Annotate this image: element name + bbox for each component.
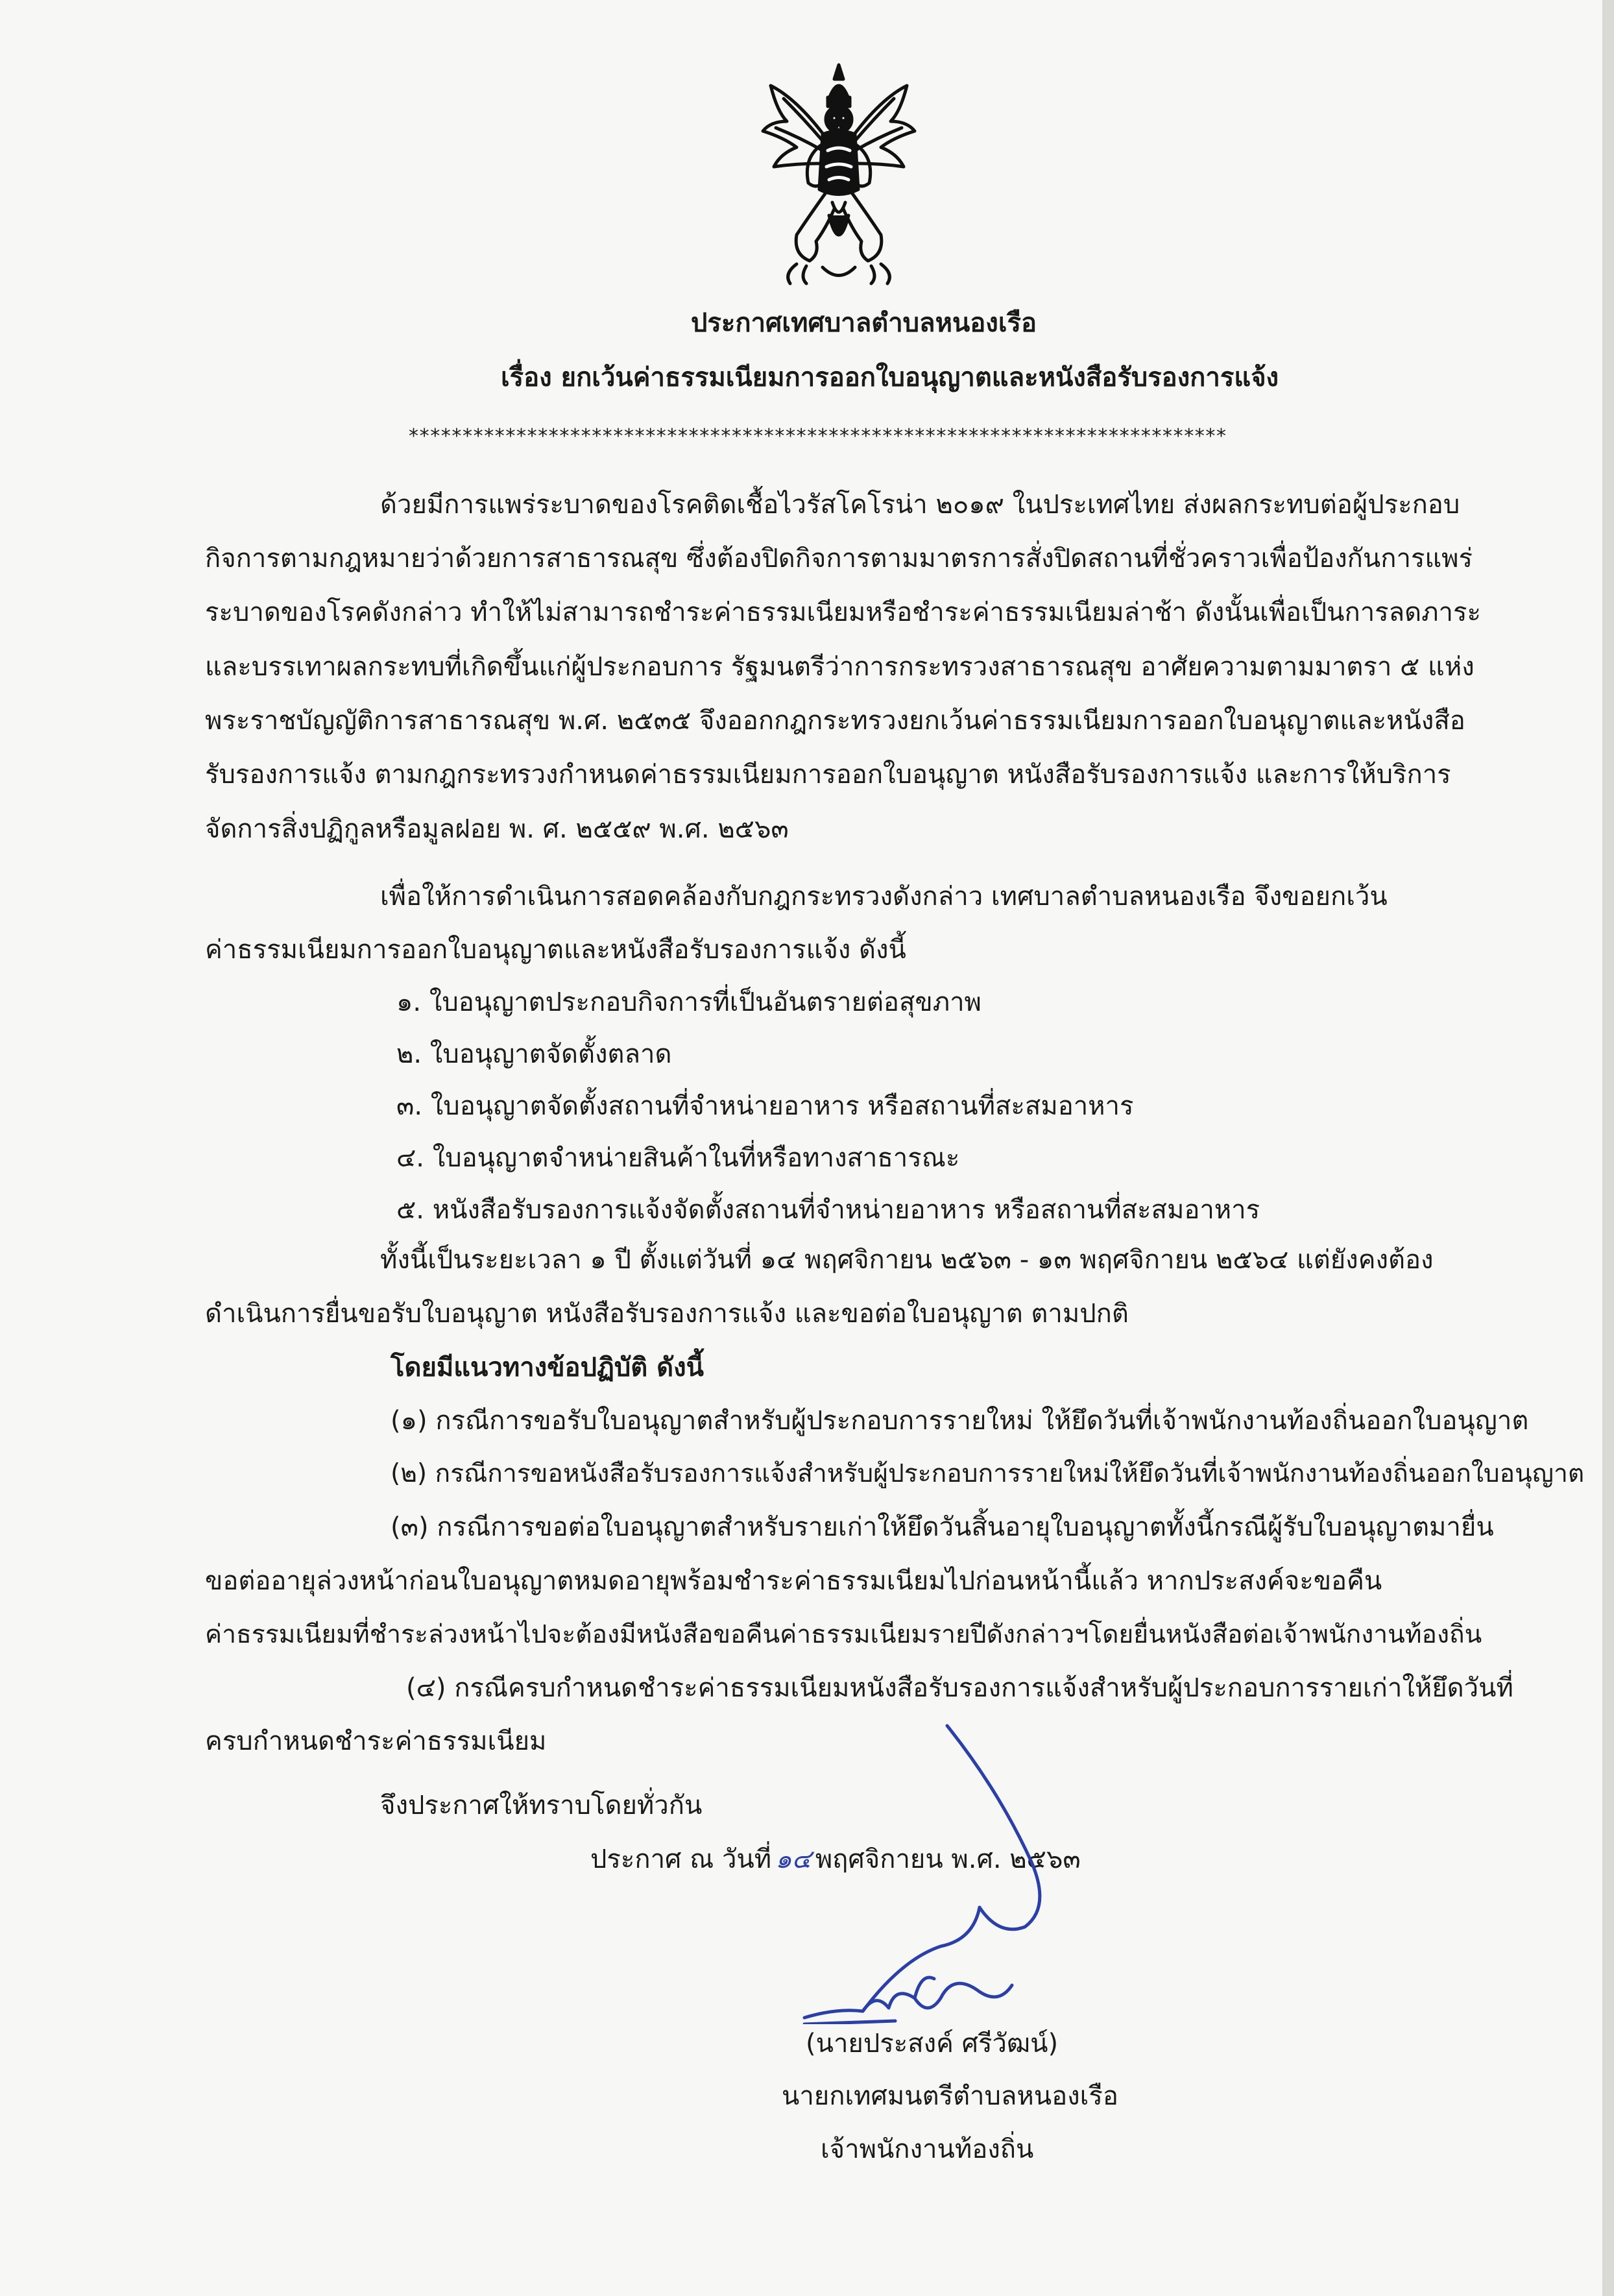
separator-stars: **************************************************************************** — [409, 425, 1227, 448]
para1-line-1: ด้วยมีการแพร่ระบาดของโรคติดเชื้อไวรัสโคโรน่า ๒๐๑๙ ในประเทศไทย ส่งผลกระทบต่อผู้ประกอบ — [380, 490, 1460, 520]
para2-line-1: เพื่อให้การดำเนินการสอดคล้องกับกฎกระทรวงดังกล่าว เทศบาลตำบลหนองเรือ จึงขอยกเว้น — [380, 882, 1388, 912]
handwritten-signature-icon — [765, 1713, 1103, 2024]
garuda-emblem-icon — [758, 60, 920, 287]
subject-title: เรื่อง ยกเว้นค่าธรรมเนียมการออกใบอนุญาตและหนังสือรับรองการแจ้ง — [501, 363, 1279, 393]
period-line-1: ทั้งนี้เป็นระยะเวลา ๑ ปี ตั้งแต่วันที่ ๑๔ พฤศจิกายน ๒๕๖๓ - ๑๓ พฤศจิกายน ๒๕๖๔ แต่ยังคงต้อง — [380, 1245, 1434, 1275]
para1-line-3: ระบาดของโรคดังกล่าว ทำให้ไม่สามารถชำระค่าธรรมเนียมหรือชำระค่าธรรมเนียมล่าช้า ดังนั้นเพื่อเป็นการลดภาระ — [205, 598, 1481, 627]
list-item: ๑. ใบอนุญาตประกอบกิจการที่เป็นอันตรายต่อสุขภาพ — [396, 987, 982, 1017]
scan-edge — [1602, 0, 1614, 2296]
list-item: ๒. ใบอนุญาตจัดตั้งตลาด — [396, 1039, 672, 1069]
para1-line-5: พระราชบัญญัติการสาธารณสุข พ.ศ. ๒๕๓๕ จึงออกกฎกระทรวงยกเว้นค่าธรรมเนียมการออกใบอนุญาตและหนังสือ — [205, 706, 1465, 736]
signer-position: นายกเทศมนตรีตำบลหนองเรือ — [782, 2081, 1118, 2111]
date-prefix: ประกาศ ณ วันที่ — [590, 1844, 772, 1874]
date-suffix: พฤศจิกายน พ.ศ. ๒๕๖๓ — [815, 1844, 1081, 1874]
para1-line-7: จัดการสิ่งปฏิกูลหรือมูลฝอย พ. ศ. ๒๕๕๙ พ.ศ. ๒๕๖๓ — [205, 814, 789, 844]
list-item: ๔. ใบอนุญาตจำหน่ายสินค้าในที่หรือทางสาธารณะ — [396, 1143, 960, 1173]
guideline-1: (๑) กรณีการขอรับใบอนุญาตสำหรับผู้ประกอบการรายใหม่ ให้ยึดวันที่เจ้าพนักงานท้องถิ่นออกใบอนุญาต — [391, 1406, 1529, 1436]
guideline-4-line-2: ครบกำหนดชำระค่าธรรมเนียม — [205, 1726, 547, 1756]
list-item: ๕. หนังสือรับรองการแจ้งจัดตั้งสถานที่จำหน่ายอาหาร หรือสถานที่สะสมอาหาร — [396, 1195, 1260, 1225]
guideline-heading: โดยมีแนวทางข้อปฏิบัติ ดังนี้ — [391, 1353, 704, 1383]
para1-line-4: และบรรเทาผลกระทบที่เกิดขึ้นแก่ผู้ประกอบการ รัฐมนตรีว่าการกระทรวงสาธารณสุข อาศัยความตามมาตรา ๕ แห่ง — [205, 652, 1475, 682]
issuer-title: ประกาศเทศบาลตำบลหนองเรือ — [691, 308, 1037, 338]
list-item: ๓. ใบอนุญาตจัดตั้งสถานที่จำหน่ายอาหาร หรือสถานที่สะสมอาหาร — [396, 1091, 1134, 1121]
signer-name: (นายประสงค์ ศรีวัฒน์) — [806, 2029, 1059, 2059]
para2-line-2: ค่าธรรมเนียมการออกใบอนุญาตและหนังสือรับรองการแจ้ง ดังนี้ — [205, 935, 906, 965]
para1-line-6: รับรองการแจ้ง ตามกฎกระทรวงกำหนดค่าธรรมเนียมการออกใบอนุญาต หนังสือรับรองการแจ้ง และการให้บริการ — [205, 760, 1451, 790]
para1-line-2: กิจการตามกฎหมายว่าด้วยการสาธารณสุข ซึ่งต้องปิดกิจการตามมาตรการสั่งปิดสถานที่ชั่วคราวเพื่อป้องกันการแพร่ — [205, 544, 1473, 574]
guideline-4-line-1: (๔) กรณีครบกำหนดชำระค่าธรรมเนียมหนังสือรับรองการแจ้งสำหรับผู้ประกอบการรายเก่าให้ยึดวันที่ — [406, 1673, 1513, 1703]
guideline-3-line-1: (๓) กรณีการขอต่อใบอนุญาตสำหรับรายเก่าให้ยึดวันสิ้นอายุใบอนุญาตทั้งนี้กรณีผู้รับใบอนุญาตมายื่น — [391, 1512, 1494, 1542]
guideline-3-line-3: ค่าธรรมเนียมที่ชำระล่วงหน้าไปจะต้องมีหนังสือขอคืนค่าธรรมเนียมรายปีดังกล่าวฯโดยยื่นหนังสือต่อเจ้าพนักงานท้องถิ่น — [205, 1620, 1482, 1649]
signer-role: เจ้าพนักงานท้องถิ่น — [821, 2134, 1034, 2164]
date-day: ๑๔ — [775, 1844, 812, 1874]
guideline-2: (๒) กรณีการขอหนังสือรับรองการแจ้งสำหรับผู้ประกอบการรายใหม่ให้ยึดวันที่เจ้าพนักงานท้องถิ่นออกใบอนุญาต — [391, 1459, 1585, 1488]
closing-statement: จึงประกาศให้ทราบโดยทั่วกัน — [380, 1791, 703, 1820]
guideline-3-line-2: ขอต่ออายุล่วงหน้าก่อนใบอนุญาตหมดอายุพร้อมชำระค่าธรรมเนียมไปก่อนหน้านี้แล้ว หากประสงค์จะขอคืน — [205, 1566, 1382, 1596]
period-line-2: ดำเนินการยื่นขอรับใบอนุญาต หนังสือรับรองการแจ้ง และขอต่อใบอนุญาต ตามปกติ — [205, 1299, 1129, 1329]
